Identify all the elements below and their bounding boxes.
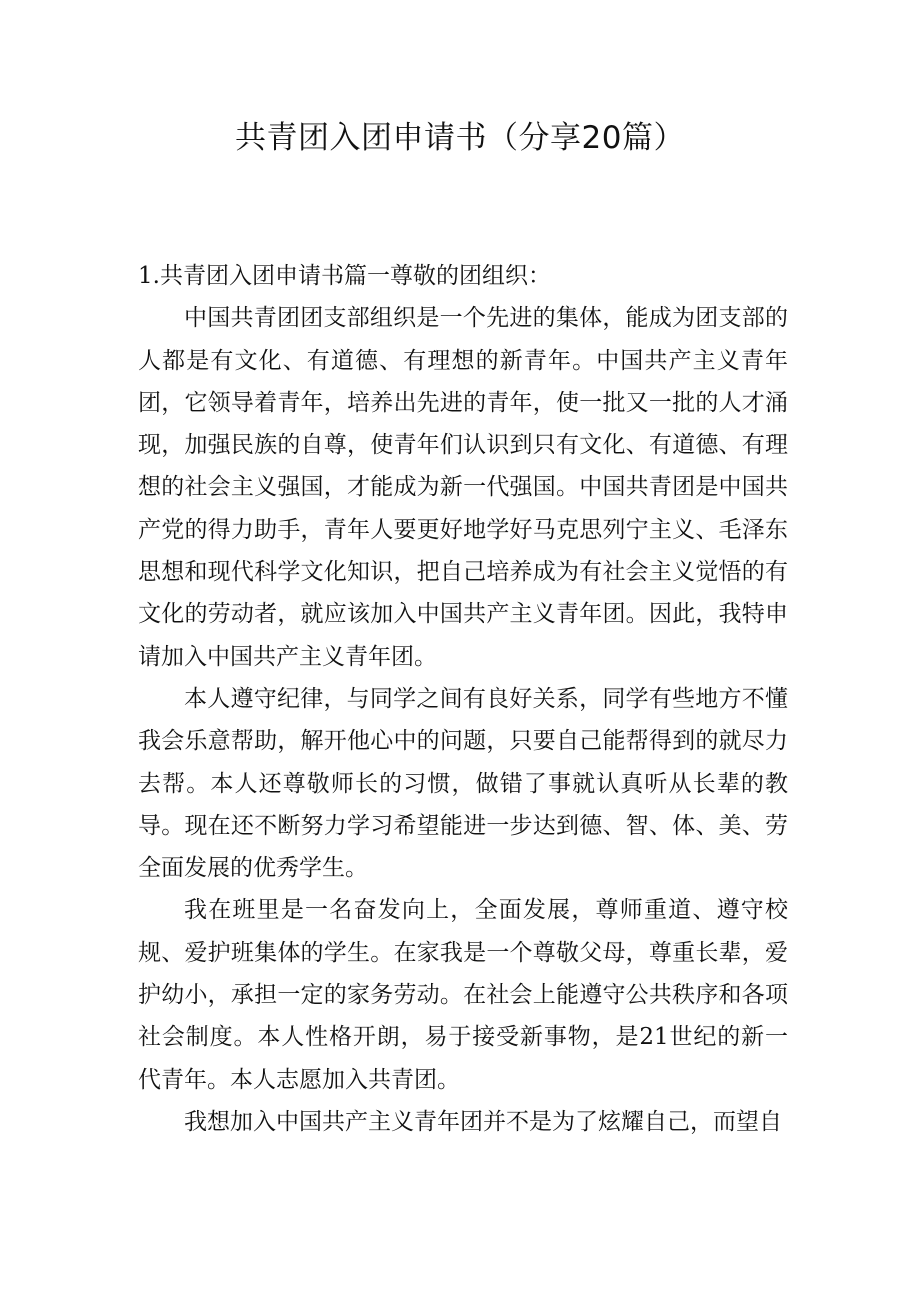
document-body (138, 255, 788, 1143)
section-heading: 1.共青团入团申请书篇一尊敬的团组织： (138, 263, 551, 289)
document-title: 共青团入团申请书（分享20篇） (235, 120, 685, 156)
paragraph: 中国共青团团支部组织是一个先进的集体，能成为团支部的人都是有文化、有道德、有理想的新青年。中国共产主义青年团，它领导着青年，培养出先进的青年，使一批又一批的人才涌现，加强民族的自尊，使青年们认识到只有文化、有道德、有理想的社会主义强国，才能成为新一代强国。中国共青团是中国共产党的得力助手，青年人要更好地学好马克思列宁主义、毛泽东思想和现代科学文化知识，把自己培养成为有社会主义觉悟的有文化的劳动者，就应该加入中国共产主义青年团。因此，我特申请加入中国共产主义青年团。 (138, 305, 788, 670)
paragraph: 本人遵守纪律，与同学之间有良好关系，同学有些地方不懂我会乐意帮助，解开他心中的问题，只要自己能帮得到的就尽力去帮。本人还尊敬师长的习惯，做错了事就认真听从长辈的教导。现在还不断努力学习希望能进一步达到德、智、体、美、劳全面发展的优秀学生。 (138, 685, 788, 882)
paragraph: 我想加入中国共产主义青年团并不是为了炫耀自己，而望自 (184, 1108, 782, 1135)
paragraph: 我在班里是一名奋发向上，全面发展，尊师重道、遵守校规、爱护班集体的学生。在家我是一个尊敬父母，尊重长辈，爱护幼小，承担一定的家务劳动。在社会上能遵守公共秩序和各项社会制度。本人性格开朗，易于接受新事物，是21世纪的新一代青年。本人志愿加入共青团。 (138, 897, 788, 1093)
